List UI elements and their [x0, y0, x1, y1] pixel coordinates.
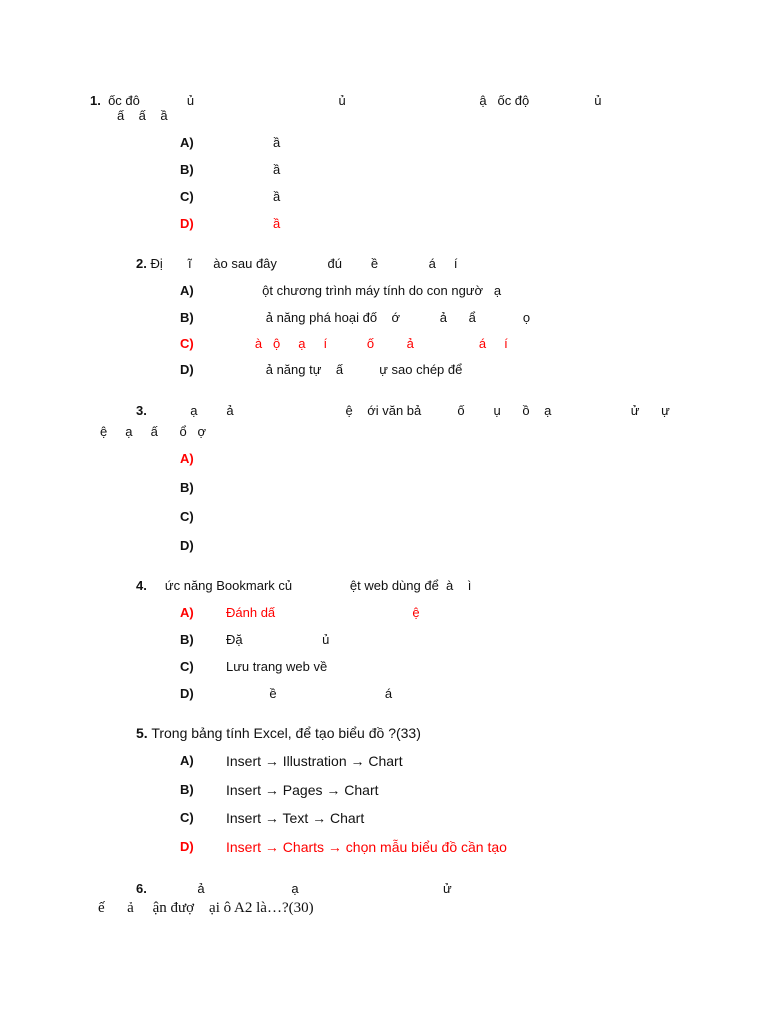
option-text: Insert → Text → Chart [226, 810, 365, 826]
option-letter: D) [180, 686, 194, 701]
option-letter: B) [180, 782, 194, 797]
question-6 [136, 881, 452, 897]
option-text: ề á [226, 686, 393, 701]
option-letter: B) [180, 162, 194, 177]
question-2 [136, 256, 458, 272]
option-letter: D) [180, 216, 194, 231]
option-letter: D) [180, 362, 194, 377]
option-text: Insert → Illustration → Chart [226, 753, 403, 769]
question-text: ạ ả ệ ới văn bả ố ụ ồ ạ ử ự [154, 403, 670, 418]
question-text: Trong bảng tính Excel, để tạo biểu đồ ?(33) [151, 725, 421, 741]
option-text: Insert → Charts → chọn mẫu biểu đồ cần tạo [226, 839, 507, 855]
option-text: Đặ ủ [226, 632, 330, 647]
option-letter: C) [180, 509, 194, 524]
option-text: Lưu trang web về [226, 659, 328, 674]
question-text: ả ạ ử [154, 881, 452, 896]
question-number: 5. [136, 725, 148, 741]
option-text: ầ [226, 162, 281, 177]
option-letter: C) [180, 336, 194, 351]
option-letter: A) [180, 135, 194, 150]
option-letter: A) [180, 753, 194, 768]
question-6-continuation: ế ả ận đượ ại ô A2 là…?(30) [98, 900, 314, 916]
option-text: à ộ ạ í ố ả á í [226, 336, 508, 351]
question-1-continuation: ấ ấ ầ [117, 108, 168, 123]
option-text: ầ [226, 189, 281, 204]
option-letter: A) [180, 283, 194, 298]
question-1 [90, 93, 602, 109]
option-letter: B) [180, 632, 194, 647]
option-letter: A) [180, 605, 194, 620]
question-text: Đị ĩ ào sau đây đú ề á í [150, 256, 458, 271]
question-text: ốc đô ủ ủ ậ ốc độ ủ [108, 93, 602, 108]
option-text: ầ [226, 135, 281, 150]
question-4 [136, 578, 471, 594]
question-3 [136, 403, 670, 419]
question-number: 6. [136, 881, 147, 896]
option-letter: D) [180, 839, 194, 854]
question-3-continuation: ệ ạ ấ ổ ợ [100, 424, 207, 439]
question-text: ức năng Bookmark củ ệt web dùng để à ì [164, 578, 472, 593]
option-text: Đánh dấ ệ [226, 605, 420, 620]
option-text: ả năng tự ấ ự sao chép để [226, 362, 463, 377]
option-letter: B) [180, 310, 194, 325]
option-text: ầ [226, 216, 281, 231]
option-letter: A) [180, 451, 194, 466]
question-number: 1. [90, 93, 101, 108]
option-letter: D) [180, 538, 194, 553]
option-text: Insert → Pages → Chart [226, 782, 379, 798]
option-letter: C) [180, 810, 194, 825]
question-number: 4. [136, 578, 147, 593]
question-number: 2. [136, 256, 147, 271]
option-text: ột chương trình máy tính do con ngườ ạ [226, 283, 502, 298]
option-text: ả năng phá hoại đố ớ ả ẩ ọ [226, 310, 531, 325]
question-5 [136, 725, 421, 741]
question-number: 3. [136, 403, 147, 418]
option-letter: C) [180, 189, 194, 204]
option-letter: B) [180, 480, 194, 495]
option-letter: C) [180, 659, 194, 674]
